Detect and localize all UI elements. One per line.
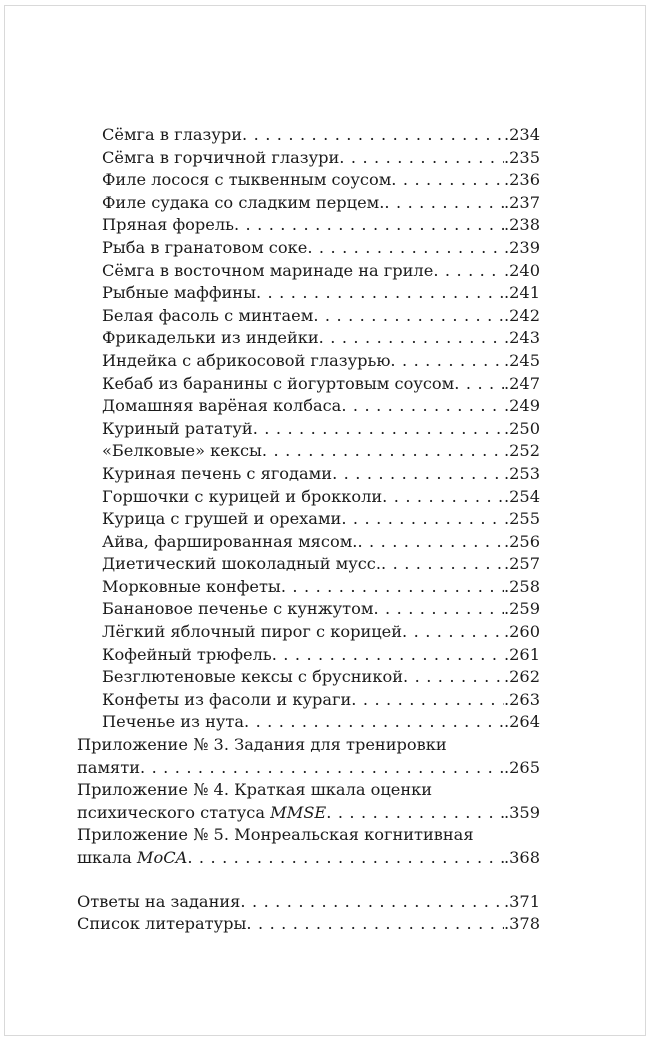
dot-leader — [433, 260, 504, 283]
toc-entry-page: .234 — [503, 125, 540, 144]
bibliography-page: .378 — [503, 914, 540, 934]
toc-entry-title: Сёмга в горчичной глазури — [102, 147, 340, 167]
dot-leader — [242, 124, 504, 147]
bibliography-title: Список литературы — [77, 914, 247, 934]
dot-leader — [140, 757, 504, 780]
toc-entry-title: Рыба в гранатовом соке — [102, 237, 308, 257]
toc-entry-page: .236 — [503, 170, 540, 190]
toc-entry[interactable] — [77, 666, 540, 689]
toc-entry[interactable] — [77, 621, 540, 644]
toc-entry[interactable] — [77, 147, 540, 170]
dot-leader — [390, 350, 504, 373]
toc-entry-title: Банановое печенье с кунжутом — [102, 599, 374, 619]
toc-entry[interactable] — [77, 327, 540, 350]
appendix-4-title-line2 — [77, 802, 326, 825]
toc-entry-bibliography[interactable] — [77, 913, 540, 936]
toc-entry[interactable] — [77, 373, 540, 396]
dot-leader — [403, 666, 504, 689]
toc-entry-page: .250 — [503, 418, 540, 438]
toc-entry[interactable] — [77, 486, 540, 509]
toc-entry-title: Филе лосося с тыквенным соусом — [102, 170, 392, 190]
toc-entry[interactable] — [77, 440, 540, 463]
toc-entry-title: Филе судака со сладким перцем. — [102, 192, 385, 212]
dot-leader — [326, 802, 504, 825]
dot-leader — [256, 282, 504, 305]
toc-entry-page: .240 — [503, 260, 540, 280]
toc-entry[interactable] — [77, 531, 540, 554]
dot-leader — [357, 531, 504, 554]
toc-entry-page: .256 — [503, 531, 540, 551]
toc-entry-page: .249 — [503, 396, 540, 416]
toc-entry-page: .254 — [503, 486, 540, 506]
toc-entry[interactable] — [77, 169, 540, 192]
table-of-contents — [77, 124, 540, 936]
appendix-5-title-line1: Приложение № 5. Монреальская когнитивная — [77, 825, 474, 845]
toc-entry-page: .247 — [503, 373, 540, 393]
toc-entry-page: .261 — [503, 644, 540, 664]
toc-entry[interactable] — [77, 418, 540, 441]
toc-entry-page: .257 — [503, 554, 540, 574]
toc-entry-appendix-3[interactable] — [77, 734, 540, 779]
toc-entry-appendix-5[interactable] — [77, 824, 540, 869]
appendix-5-page: .368 — [503, 848, 540, 867]
toc-entry-title: Кофейный трюфель — [102, 644, 272, 664]
toc-entry-title: Печенье из нута — [102, 712, 244, 732]
toc-entry-page: .260 — [503, 622, 540, 642]
appendix-4-page: .359 — [503, 802, 540, 822]
dot-leader — [244, 711, 504, 734]
toc-entry-answers[interactable] — [77, 891, 540, 914]
toc-entry-page: .262 — [503, 667, 540, 687]
toc-entry-page: .239 — [503, 237, 540, 257]
dot-leader — [253, 418, 504, 441]
toc-entry[interactable] — [77, 305, 540, 328]
appendix-5-title-line2 — [77, 847, 187, 870]
toc-entry-page: .235 — [503, 147, 540, 167]
appendix-3-title-line2: памяти — [77, 757, 140, 777]
toc-entry-title: Безглютеновые кексы с брусникой — [102, 667, 404, 687]
toc-entry-appendix-4[interactable] — [77, 779, 540, 824]
toc-entry-title: Рыбные маффины — [102, 283, 256, 303]
toc-entry-title: Фрикадельки из индейки — [102, 328, 319, 348]
toc-entry[interactable] — [77, 598, 540, 621]
toc-entry-title: «Белковые» кексы — [102, 441, 262, 461]
toc-entry-page: .258 — [503, 576, 540, 596]
dot-leader — [234, 214, 504, 237]
toc-entry[interactable] — [77, 350, 540, 373]
appendix-4-title-line2-text: психического статуса — [77, 802, 271, 822]
toc-entry[interactable] — [77, 282, 540, 305]
dot-leader — [351, 689, 504, 712]
toc-entry-title: Конфеты из фасоли и кураги — [102, 689, 352, 709]
appendix-5-scale-name: MoCA — [136, 848, 188, 867]
toc-entry-title: Горшочки с курицей и брокколи — [102, 486, 383, 506]
toc-entry-page: .253 — [503, 463, 540, 483]
toc-entry-page: .255 — [503, 509, 540, 529]
dot-leader — [262, 440, 504, 463]
dot-leader — [373, 598, 504, 621]
toc-entry[interactable] — [77, 711, 540, 734]
toc-entry-title: Пряная форель — [102, 215, 234, 235]
toc-entry-page: .252 — [503, 441, 540, 461]
dot-leader — [391, 169, 504, 192]
toc-entry[interactable] — [77, 214, 540, 237]
toc-entry[interactable] — [77, 508, 540, 531]
dot-leader — [341, 395, 504, 418]
toc-entry-page: .242 — [503, 305, 540, 325]
toc-entry-title: Куриный рататуй — [102, 418, 253, 438]
dot-leader — [187, 847, 504, 870]
answers-page: .371 — [503, 891, 540, 911]
section-gap — [77, 870, 540, 891]
toc-entry-title: Курица с грушей и орехами — [102, 509, 342, 529]
toc-entry-title: Лёгкий яблочный пирог с корицей — [102, 622, 403, 642]
toc-entry[interactable] — [77, 689, 540, 712]
toc-entry-page: .238 — [503, 215, 540, 235]
toc-entry-title: Белая фасоль с минтаем — [102, 305, 314, 325]
dot-leader — [240, 891, 504, 914]
toc-entry-title: Домашняя варёная колбаса — [102, 396, 342, 416]
dot-leader — [454, 373, 504, 396]
toc-entry-title: Диетический шоколадный мусс. — [102, 554, 382, 574]
toc-entry[interactable] — [77, 260, 540, 283]
appendix-4-title-line1: Приложение № 4. Краткая шкала оценки — [77, 780, 433, 800]
toc-entry[interactable] — [77, 124, 540, 147]
answers-title: Ответы на задания — [77, 891, 241, 911]
toc-entry-title: Морковные конфеты — [102, 576, 281, 596]
toc-entry-title: Индейка с абрикосовой глазурью — [102, 350, 391, 370]
dot-leader — [281, 576, 504, 599]
toc-entry-title: Сёмга в восточном маринаде на гриле — [102, 260, 434, 280]
toc-entry[interactable] — [77, 192, 540, 215]
toc-entry-page: .264 — [503, 712, 540, 732]
toc-entry[interactable] — [77, 553, 540, 576]
appendix-4-scale-name: MMSE — [270, 802, 327, 822]
toc-entry-title: Куриная печень с ягодами — [102, 463, 333, 483]
dot-leader — [332, 463, 504, 486]
toc-entry[interactable] — [77, 644, 540, 667]
toc-entry[interactable] — [77, 463, 540, 486]
dot-leader — [246, 913, 504, 936]
toc-entry-page: .243 — [503, 328, 540, 348]
dot-leader — [384, 192, 504, 215]
dot-leader — [313, 305, 504, 328]
dot-leader — [382, 486, 504, 509]
dot-leader — [381, 553, 504, 576]
dot-leader — [339, 147, 504, 170]
dot-leader — [319, 327, 504, 350]
dot-leader — [402, 621, 504, 644]
toc-entry[interactable] — [77, 395, 540, 418]
appendix-5-title-line2-text: шкала — [77, 848, 137, 867]
dot-leader — [272, 644, 504, 667]
toc-entry-title: Кебаб из баранины с йогуртовым соусом — [102, 373, 455, 393]
toc-entry[interactable] — [77, 237, 540, 260]
toc-entry[interactable] — [77, 576, 540, 599]
appendix-3-title-line1: Приложение № 3. Задания для тренировки — [77, 735, 447, 755]
toc-entry-page: .263 — [503, 689, 540, 709]
toc-entry-title: Айва, фаршированная мясом. — [102, 531, 358, 551]
toc-entry-page: .241 — [503, 283, 540, 303]
toc-entry-page: .245 — [503, 350, 540, 370]
dot-leader — [341, 508, 504, 531]
appendix-3-page: .265 — [503, 757, 540, 777]
toc-entry-page: .237 — [503, 192, 540, 212]
dot-leader — [307, 237, 504, 260]
toc-entry-page: .259 — [503, 599, 540, 619]
toc-entry-title: Сёмга в глазури — [102, 125, 243, 144]
